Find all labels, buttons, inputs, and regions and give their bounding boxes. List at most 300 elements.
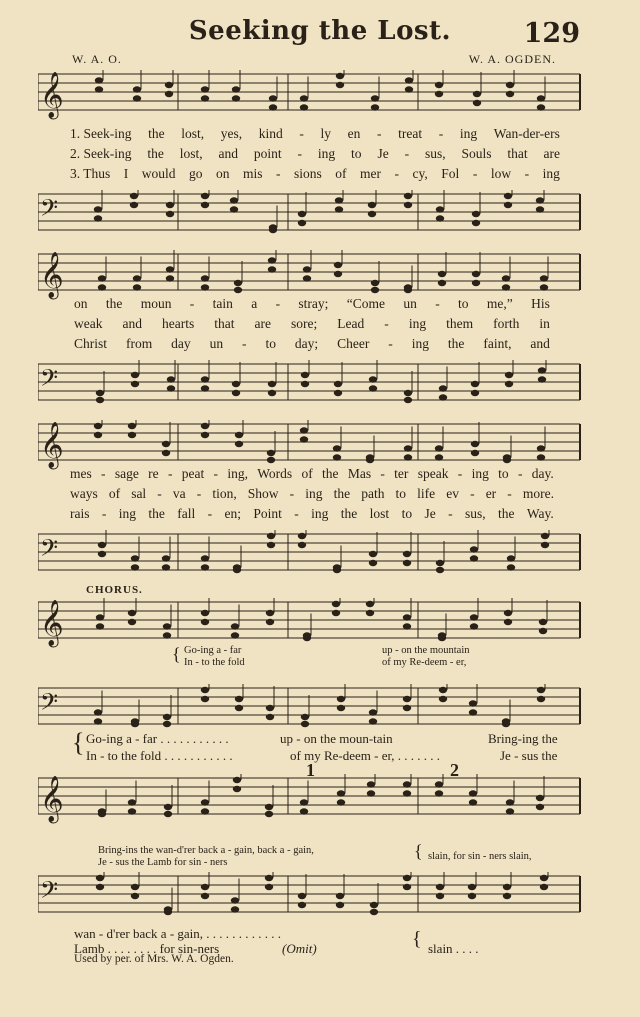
notehead (332, 610, 340, 616)
chorus-lyric: In - to the fold . . . . . . . . . . . (86, 748, 233, 763)
chorus-lyric: Je - sus the (500, 748, 558, 763)
lyric-syllable: the (147, 146, 164, 161)
notehead (201, 799, 209, 805)
notehead (133, 95, 141, 101)
notehead (335, 206, 343, 212)
lyric-syllable: - (388, 336, 393, 351)
notehead (201, 808, 209, 814)
notehead (436, 893, 444, 899)
notehead (333, 454, 341, 460)
notehead (235, 432, 243, 438)
notehead (404, 454, 412, 460)
notehead (298, 902, 306, 908)
lyric-syllable: to (265, 336, 276, 351)
notehead (469, 709, 477, 715)
notehead (506, 91, 514, 97)
notehead (470, 555, 478, 561)
notehead (537, 454, 545, 460)
notehead (504, 610, 512, 616)
lyric-syllable: - (394, 166, 400, 181)
notehead (267, 533, 275, 539)
notehead (505, 372, 513, 378)
notehead (268, 266, 276, 272)
lyric-syllable: and (530, 336, 550, 351)
notehead (404, 397, 412, 403)
notehead (233, 777, 241, 783)
chorus-small-lyric: of my Re-deem - er, (382, 657, 467, 668)
notehead (439, 394, 447, 400)
notehead (336, 902, 344, 908)
lyric-syllable: low (490, 166, 512, 181)
lyric-syllable: that (214, 316, 235, 331)
notehead (506, 82, 514, 88)
notehead (370, 909, 378, 915)
lyric-syllable: the (447, 336, 465, 351)
lyric-line-verse-3 (70, 166, 560, 182)
notehead (473, 91, 481, 97)
notehead (438, 635, 446, 641)
lyric-syllable: more. (522, 486, 554, 501)
lyric-syllable: and (122, 316, 142, 331)
notehead (98, 811, 106, 817)
notehead (230, 197, 238, 203)
staff (38, 360, 583, 410)
notehead (439, 696, 447, 702)
lyric-syllable: ing (311, 506, 329, 521)
notehead (502, 721, 510, 727)
lyric-syllable: - (507, 486, 512, 501)
notehead (128, 799, 136, 805)
notehead (94, 718, 102, 724)
notehead (540, 884, 548, 890)
notehead (201, 432, 209, 438)
notehead (201, 687, 209, 693)
lyric-syllable: - (276, 166, 281, 181)
staff (38, 420, 583, 470)
bass-clef-icon: 𝄢 (40, 194, 59, 227)
bass-clef-icon: 𝄢 (40, 876, 59, 909)
staff (38, 872, 583, 922)
notehead (471, 441, 479, 447)
notehead (337, 696, 345, 702)
lyric-syllable: and (218, 146, 239, 161)
notehead (98, 284, 106, 290)
notehead (131, 555, 139, 561)
notehead (265, 875, 273, 881)
notehead (540, 284, 548, 290)
lyric-syllable: the (105, 296, 123, 311)
notehead (301, 372, 309, 378)
notehead (300, 95, 308, 101)
lyric-syllable: yes, (220, 126, 243, 141)
notehead (165, 91, 173, 97)
notehead (371, 287, 379, 293)
notehead (438, 271, 446, 277)
notehead (300, 799, 308, 805)
notehead (438, 280, 446, 286)
lyric-syllable: to (498, 466, 509, 481)
bass-clef-icon: 𝄢 (40, 534, 59, 567)
notehead (163, 721, 171, 727)
lyric-syllable: are (254, 316, 272, 331)
notehead (436, 560, 444, 566)
notehead (336, 73, 344, 79)
words-credit: W. A. O. (72, 52, 122, 66)
notehead (540, 275, 548, 281)
notehead (367, 790, 375, 796)
lyric-syllable: ly (320, 126, 332, 141)
music-credit: W. A. OGDEN. (468, 52, 556, 66)
notehead (435, 781, 443, 787)
notehead (536, 804, 544, 810)
notehead (371, 280, 379, 286)
notehead (164, 811, 172, 817)
notehead (201, 275, 209, 281)
notehead (337, 790, 345, 796)
lyric-syllable: path (361, 486, 385, 501)
notehead (167, 376, 175, 382)
lyric-syllable: un (209, 336, 224, 351)
notehead (473, 100, 481, 106)
lyric-syllable: re (148, 466, 159, 481)
lyric-syllable: ev (446, 486, 459, 501)
notehead (201, 893, 209, 899)
notehead (371, 95, 379, 101)
lyric-syllable: - (101, 506, 107, 521)
staff (38, 250, 583, 300)
notehead (435, 82, 443, 88)
notehead (98, 275, 106, 281)
notehead (333, 567, 341, 573)
notehead (201, 376, 209, 382)
lyric-syllable: - (297, 146, 303, 161)
notehead (234, 287, 242, 293)
lyric-syllable: Way. (526, 506, 554, 521)
lyric-syllable: point (253, 146, 282, 161)
page-number: 129 (523, 18, 580, 49)
brace: { (412, 928, 422, 950)
lyric-syllable: Souls (461, 146, 492, 161)
notehead (468, 884, 476, 890)
lyric-syllable: - (472, 166, 478, 181)
lyric-syllable: fall (177, 506, 196, 521)
treble-clef-icon: 𝄞 (40, 600, 64, 646)
lyric-syllable: - (207, 506, 213, 521)
lyric-syllable: mes (70, 466, 92, 481)
lyric-syllable: His (531, 296, 550, 311)
staff (38, 598, 583, 648)
notehead (265, 811, 273, 817)
lyric-line-verse-3 (70, 506, 554, 522)
lyric-syllable: Je (424, 506, 436, 521)
notehead (269, 95, 277, 101)
notehead (404, 390, 412, 396)
notehead (268, 257, 276, 263)
notehead (471, 390, 479, 396)
lyric-syllable: sions (294, 166, 322, 181)
lyric-syllable: kind (258, 126, 283, 141)
notehead (164, 909, 172, 915)
notehead (166, 266, 174, 272)
notehead (334, 390, 342, 396)
notehead (128, 610, 136, 616)
notehead (367, 781, 375, 787)
lyric-syllable: the (497, 506, 515, 521)
lyric-syllable: the (340, 506, 358, 521)
lyric-syllable: the (333, 486, 351, 501)
lyric-syllable: Lead (337, 316, 365, 331)
notehead (201, 564, 209, 570)
staff (38, 684, 583, 734)
notehead (369, 385, 377, 391)
notehead (95, 86, 103, 92)
lyric-syllable: - (196, 486, 202, 501)
chorus-small-lyric: slain, for sin - ners slain, (428, 851, 532, 862)
lyric-syllable: - (517, 466, 523, 481)
notehead (369, 560, 377, 566)
notehead (133, 86, 141, 92)
lyric-syllable: cy, (412, 166, 428, 181)
notehead (133, 275, 141, 281)
lyric-syllable: lost, (181, 126, 205, 141)
notehead (471, 381, 479, 387)
notehead (201, 555, 209, 561)
lyric-syllable: go (189, 166, 203, 181)
notehead (128, 432, 136, 438)
notehead (298, 220, 306, 226)
lyric-syllable: of (335, 166, 347, 181)
lyric-syllable: from (125, 336, 153, 351)
lyric-syllable: ing (317, 146, 336, 161)
notehead (537, 95, 545, 101)
notehead (298, 211, 306, 217)
notehead (128, 808, 136, 814)
notehead (506, 799, 514, 805)
notehead (232, 390, 240, 396)
lyric-syllable: sal (131, 486, 147, 501)
notehead (539, 628, 547, 634)
lyric-syllable: Wan-der-ers (493, 126, 560, 141)
notehead (368, 211, 376, 217)
notehead (201, 423, 209, 429)
notehead (265, 884, 273, 890)
lyric-syllable: ways (70, 486, 98, 501)
notehead (201, 284, 209, 290)
notehead (266, 619, 274, 625)
staff (38, 190, 583, 240)
lyric-syllable: life (417, 486, 436, 501)
brace: { (172, 644, 181, 664)
notehead (231, 632, 239, 638)
notehead (439, 385, 447, 391)
notehead (267, 457, 275, 463)
lyric-syllable: - (275, 296, 281, 311)
lyric-syllable: hearts (162, 316, 195, 331)
notehead (201, 385, 209, 391)
notehead (335, 197, 343, 203)
notehead (234, 280, 242, 286)
notehead (538, 367, 546, 373)
notehead (268, 390, 276, 396)
chorus-lyric: Bring-ing the (488, 731, 558, 746)
lyric-syllable: Words (257, 466, 293, 481)
notehead (303, 275, 311, 281)
notehead (300, 436, 308, 442)
notehead (300, 808, 308, 814)
lyric-syllable: day (171, 336, 191, 351)
lyric-syllable: - (289, 486, 295, 501)
notehead (300, 104, 308, 110)
notehead (265, 804, 273, 810)
lyric-syllable: - (294, 506, 299, 521)
bass-clef-icon: 𝄢 (40, 364, 59, 397)
notehead (167, 385, 175, 391)
notehead (436, 884, 444, 890)
lyric-syllable: 2. Seek-ing (70, 146, 132, 161)
notehead (267, 450, 275, 456)
notehead (98, 551, 106, 557)
notehead (231, 906, 239, 912)
lyric-syllable: sus, (424, 146, 446, 161)
lyric-syllable: of (301, 466, 313, 481)
lyric-line-verse-1 (70, 126, 560, 142)
bass-clef-icon: 𝄢 (40, 688, 59, 721)
notehead (301, 381, 309, 387)
notehead (303, 635, 311, 641)
lyric-syllable: the (148, 126, 165, 141)
notehead (502, 275, 510, 281)
chorus-lyric: Lamb . . . . . . . . for sin-ners (74, 941, 220, 956)
notehead (404, 445, 412, 451)
notehead (131, 884, 139, 890)
lyric-line-verse-1 (74, 296, 550, 312)
notehead (166, 202, 174, 208)
notehead (503, 884, 511, 890)
lyric-syllable: speak (417, 466, 449, 481)
notehead (435, 91, 443, 97)
notehead (298, 893, 306, 899)
notehead (96, 397, 104, 403)
notehead (405, 86, 413, 92)
treble-clef-icon: 𝄞 (40, 72, 64, 118)
lyric-syllable: va (172, 486, 186, 501)
notehead (130, 193, 138, 199)
notehead (266, 705, 274, 711)
notehead (370, 902, 378, 908)
notehead (201, 619, 209, 625)
notehead (96, 614, 104, 620)
notehead (403, 781, 411, 787)
lyric-syllable: - (377, 126, 382, 141)
lyric-syllable: - (101, 466, 106, 481)
notehead (366, 457, 374, 463)
chorus-small-lyric: up - on the mountain (382, 645, 470, 656)
notehead (403, 614, 411, 620)
notehead (538, 376, 546, 382)
brace: { (72, 728, 85, 757)
notehead (235, 705, 243, 711)
notehead (404, 202, 412, 208)
lyric-syllable: ing (459, 126, 478, 141)
lyric-syllable: - (435, 296, 440, 311)
notehead (231, 623, 239, 629)
notehead (503, 893, 511, 899)
notehead (404, 193, 412, 199)
notehead (269, 104, 277, 110)
second-ending-number: 2 (450, 760, 459, 780)
notehead (300, 427, 308, 433)
lyric-syllable: would (141, 166, 176, 181)
lyric-syllable: of (108, 486, 121, 501)
notehead (537, 445, 545, 451)
notehead (503, 457, 511, 463)
notehead (201, 696, 209, 702)
notehead (201, 884, 209, 890)
notehead (472, 280, 480, 286)
page-title: Seeking the Lost. (188, 16, 452, 46)
notehead (469, 700, 477, 706)
notehead (201, 86, 209, 92)
lyric-syllable: en; (224, 506, 242, 521)
lyric-syllable: mis (243, 166, 263, 181)
lyric-syllable: - (213, 466, 219, 481)
staff (38, 774, 583, 824)
notehead (94, 206, 102, 212)
lyric-syllable: day. (531, 466, 554, 481)
notehead (201, 193, 209, 199)
lyric-syllable: I (123, 166, 129, 181)
notehead (472, 211, 480, 217)
lyric-syllable: - (380, 466, 385, 481)
notehead (366, 601, 374, 607)
lyric-syllable: 3. Thus (70, 166, 111, 181)
lyric-syllable: to (395, 486, 407, 501)
lyric-syllable: er (485, 486, 497, 501)
lyric-syllable: Mas (347, 466, 372, 481)
notehead (163, 714, 171, 720)
notehead (368, 202, 376, 208)
treble-clef-icon: 𝄞 (40, 422, 64, 468)
notehead (337, 799, 345, 805)
notehead (131, 893, 139, 899)
notehead (470, 546, 478, 552)
lyric-line-verse-2 (70, 146, 560, 162)
lyric-syllable: in (539, 316, 550, 331)
notehead (403, 884, 411, 890)
chorus-lyric: up - on the moun-tain (280, 731, 393, 746)
lyric-syllable: - (242, 336, 247, 351)
notehead (502, 284, 510, 290)
notehead (366, 610, 374, 616)
notehead (369, 376, 377, 382)
lyric-syllable: lost, (179, 146, 203, 161)
treble-clef-icon: 𝄞 (40, 252, 64, 298)
notehead (403, 705, 411, 711)
notehead (131, 564, 139, 570)
lyric-syllable: moun (140, 296, 172, 311)
notehead (469, 799, 477, 805)
lyric-syllable: - (157, 486, 162, 501)
lyric-syllable: - (167, 466, 173, 481)
notehead (537, 104, 545, 110)
notehead (472, 220, 480, 226)
lyric-syllable: sus, (464, 506, 486, 521)
lyric-syllable: me,” (486, 296, 513, 311)
lyric-syllable: weak (74, 316, 103, 331)
notehead (435, 445, 443, 451)
notehead (269, 227, 277, 233)
lyric-syllable: tion, (212, 486, 237, 501)
